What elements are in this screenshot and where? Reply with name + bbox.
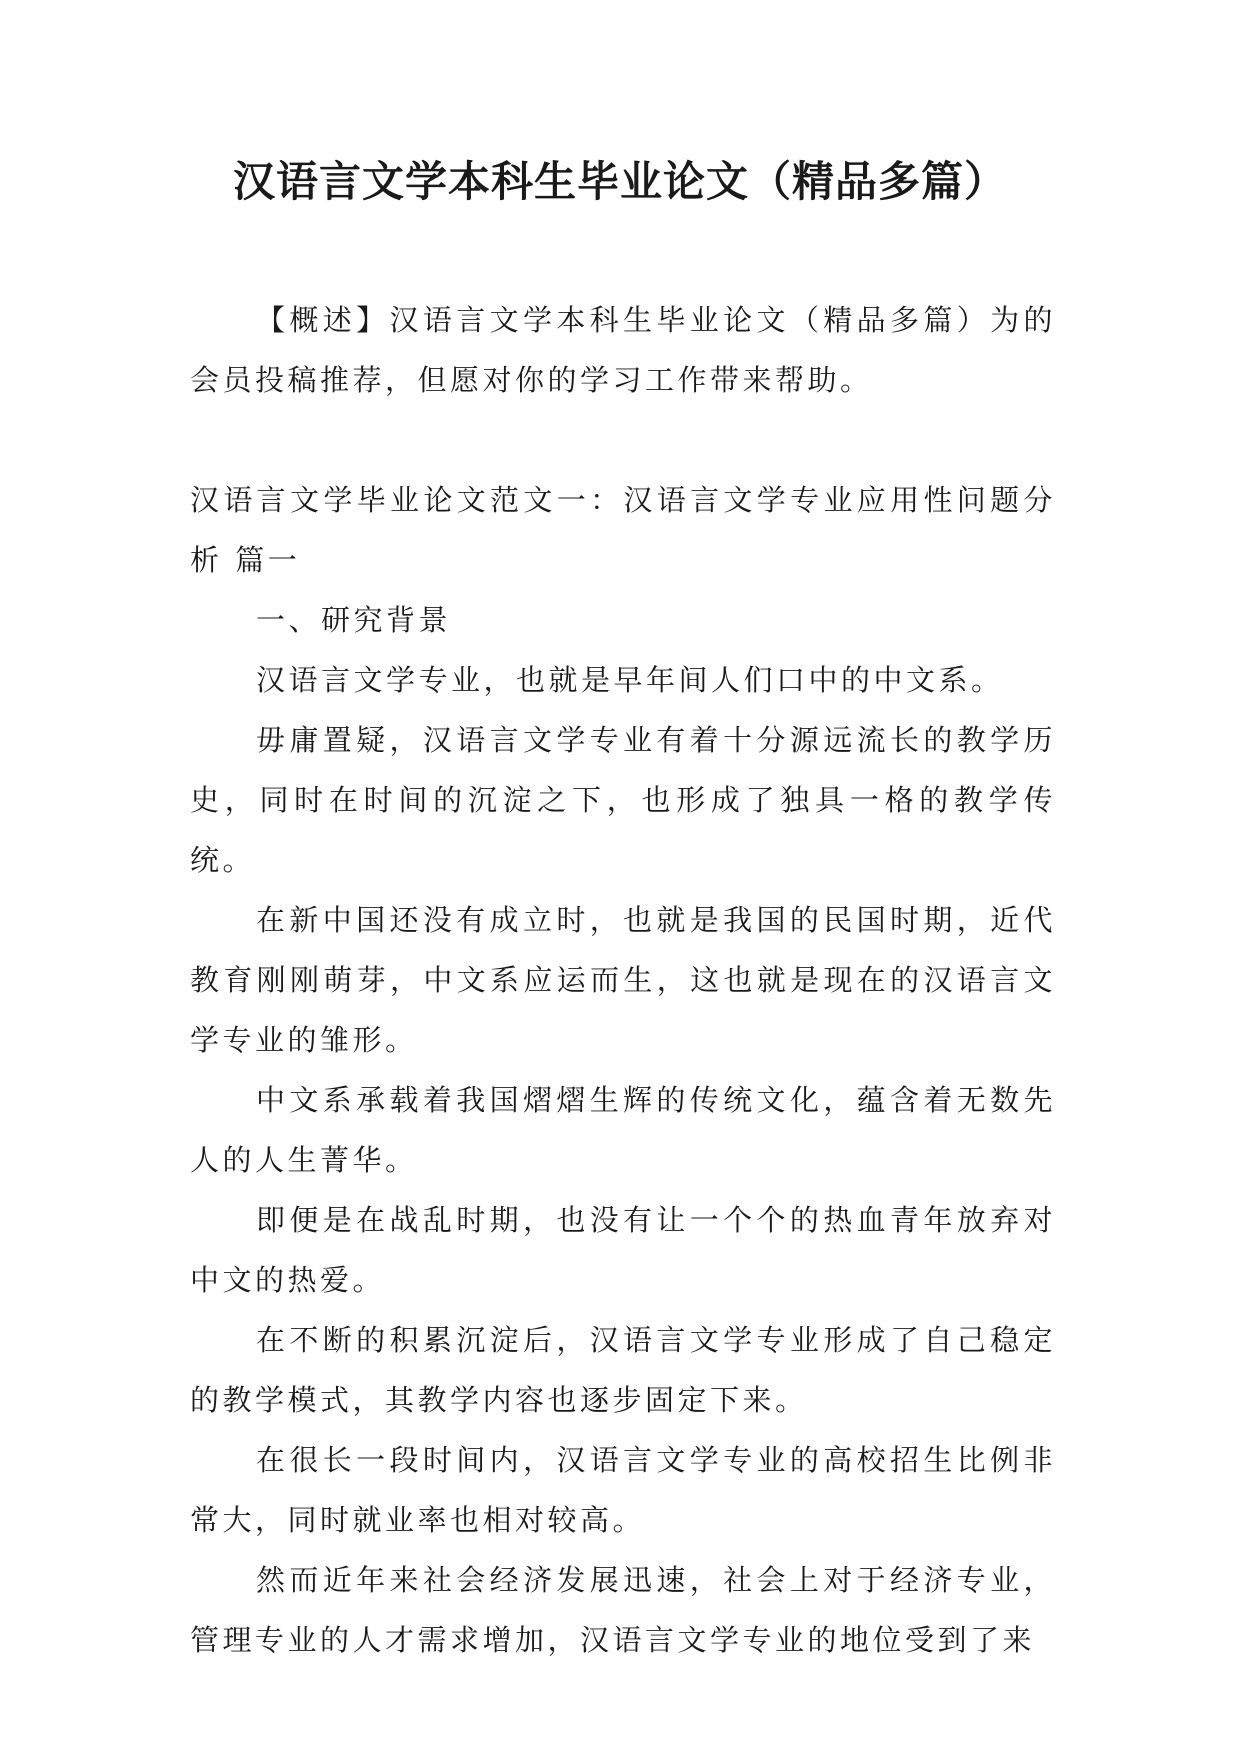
body-paragraph: 毋庸置疑，汉语言文学专业有着十分源远流长的教学历史，同时在时间的沉淀之下，也形成了独具一格的教学传统。 [190,723,1056,877]
body-paragraph: 中文系承载着我国熠熠生辉的传统文化，蕴含着无数先人的人生菁华。 [190,1083,1056,1177]
summary-paragraph: 【概述】汉语言文学本科生毕业论文（精品多篇）为的会员投稿推荐，但愿对你的学习工作带来帮助。 [190,303,1056,397]
body-paragraph: 然而近年来社会经济发展迅速，社会上对于经济专业，管理专业的人才需求增加，汉语言文学专业的地位受到了来 [190,1563,1056,1657]
subheading: 一、研究背景 [256,603,452,637]
body-paragraph: 在新中国还没有成立时，也就是我国的民国时期，近代教育刚刚萌芽，中文系应运而生，这也就是现在的汉语言文学专业的雏形。 [190,903,1056,1057]
body-paragraph: 在不断的积累沉淀后，汉语言文学专业形成了自己稳定的教学模式，其教学内容也逐步固定下来。 [190,1323,1056,1417]
body-paragraph: 即便是在战乱时期，也没有让一个个的热血青年放弃对中文的热爱。 [190,1203,1056,1297]
document-body [190,290,1056,1670]
section-heading: 汉语言文学毕业论文范文一：汉语言文学专业应用性问题分析 篇一 [190,483,1056,577]
body-paragraph: 汉语言文学专业，也就是早年间人们口中的中文系。 [256,663,1004,697]
document-title: 汉语言文学本科生毕业论文（精品多篇） [232,157,1007,206]
body-paragraph: 在很长一段时间内，汉语言文学专业的高校招生比例非常大，同时就业率也相对较高。 [190,1443,1056,1537]
